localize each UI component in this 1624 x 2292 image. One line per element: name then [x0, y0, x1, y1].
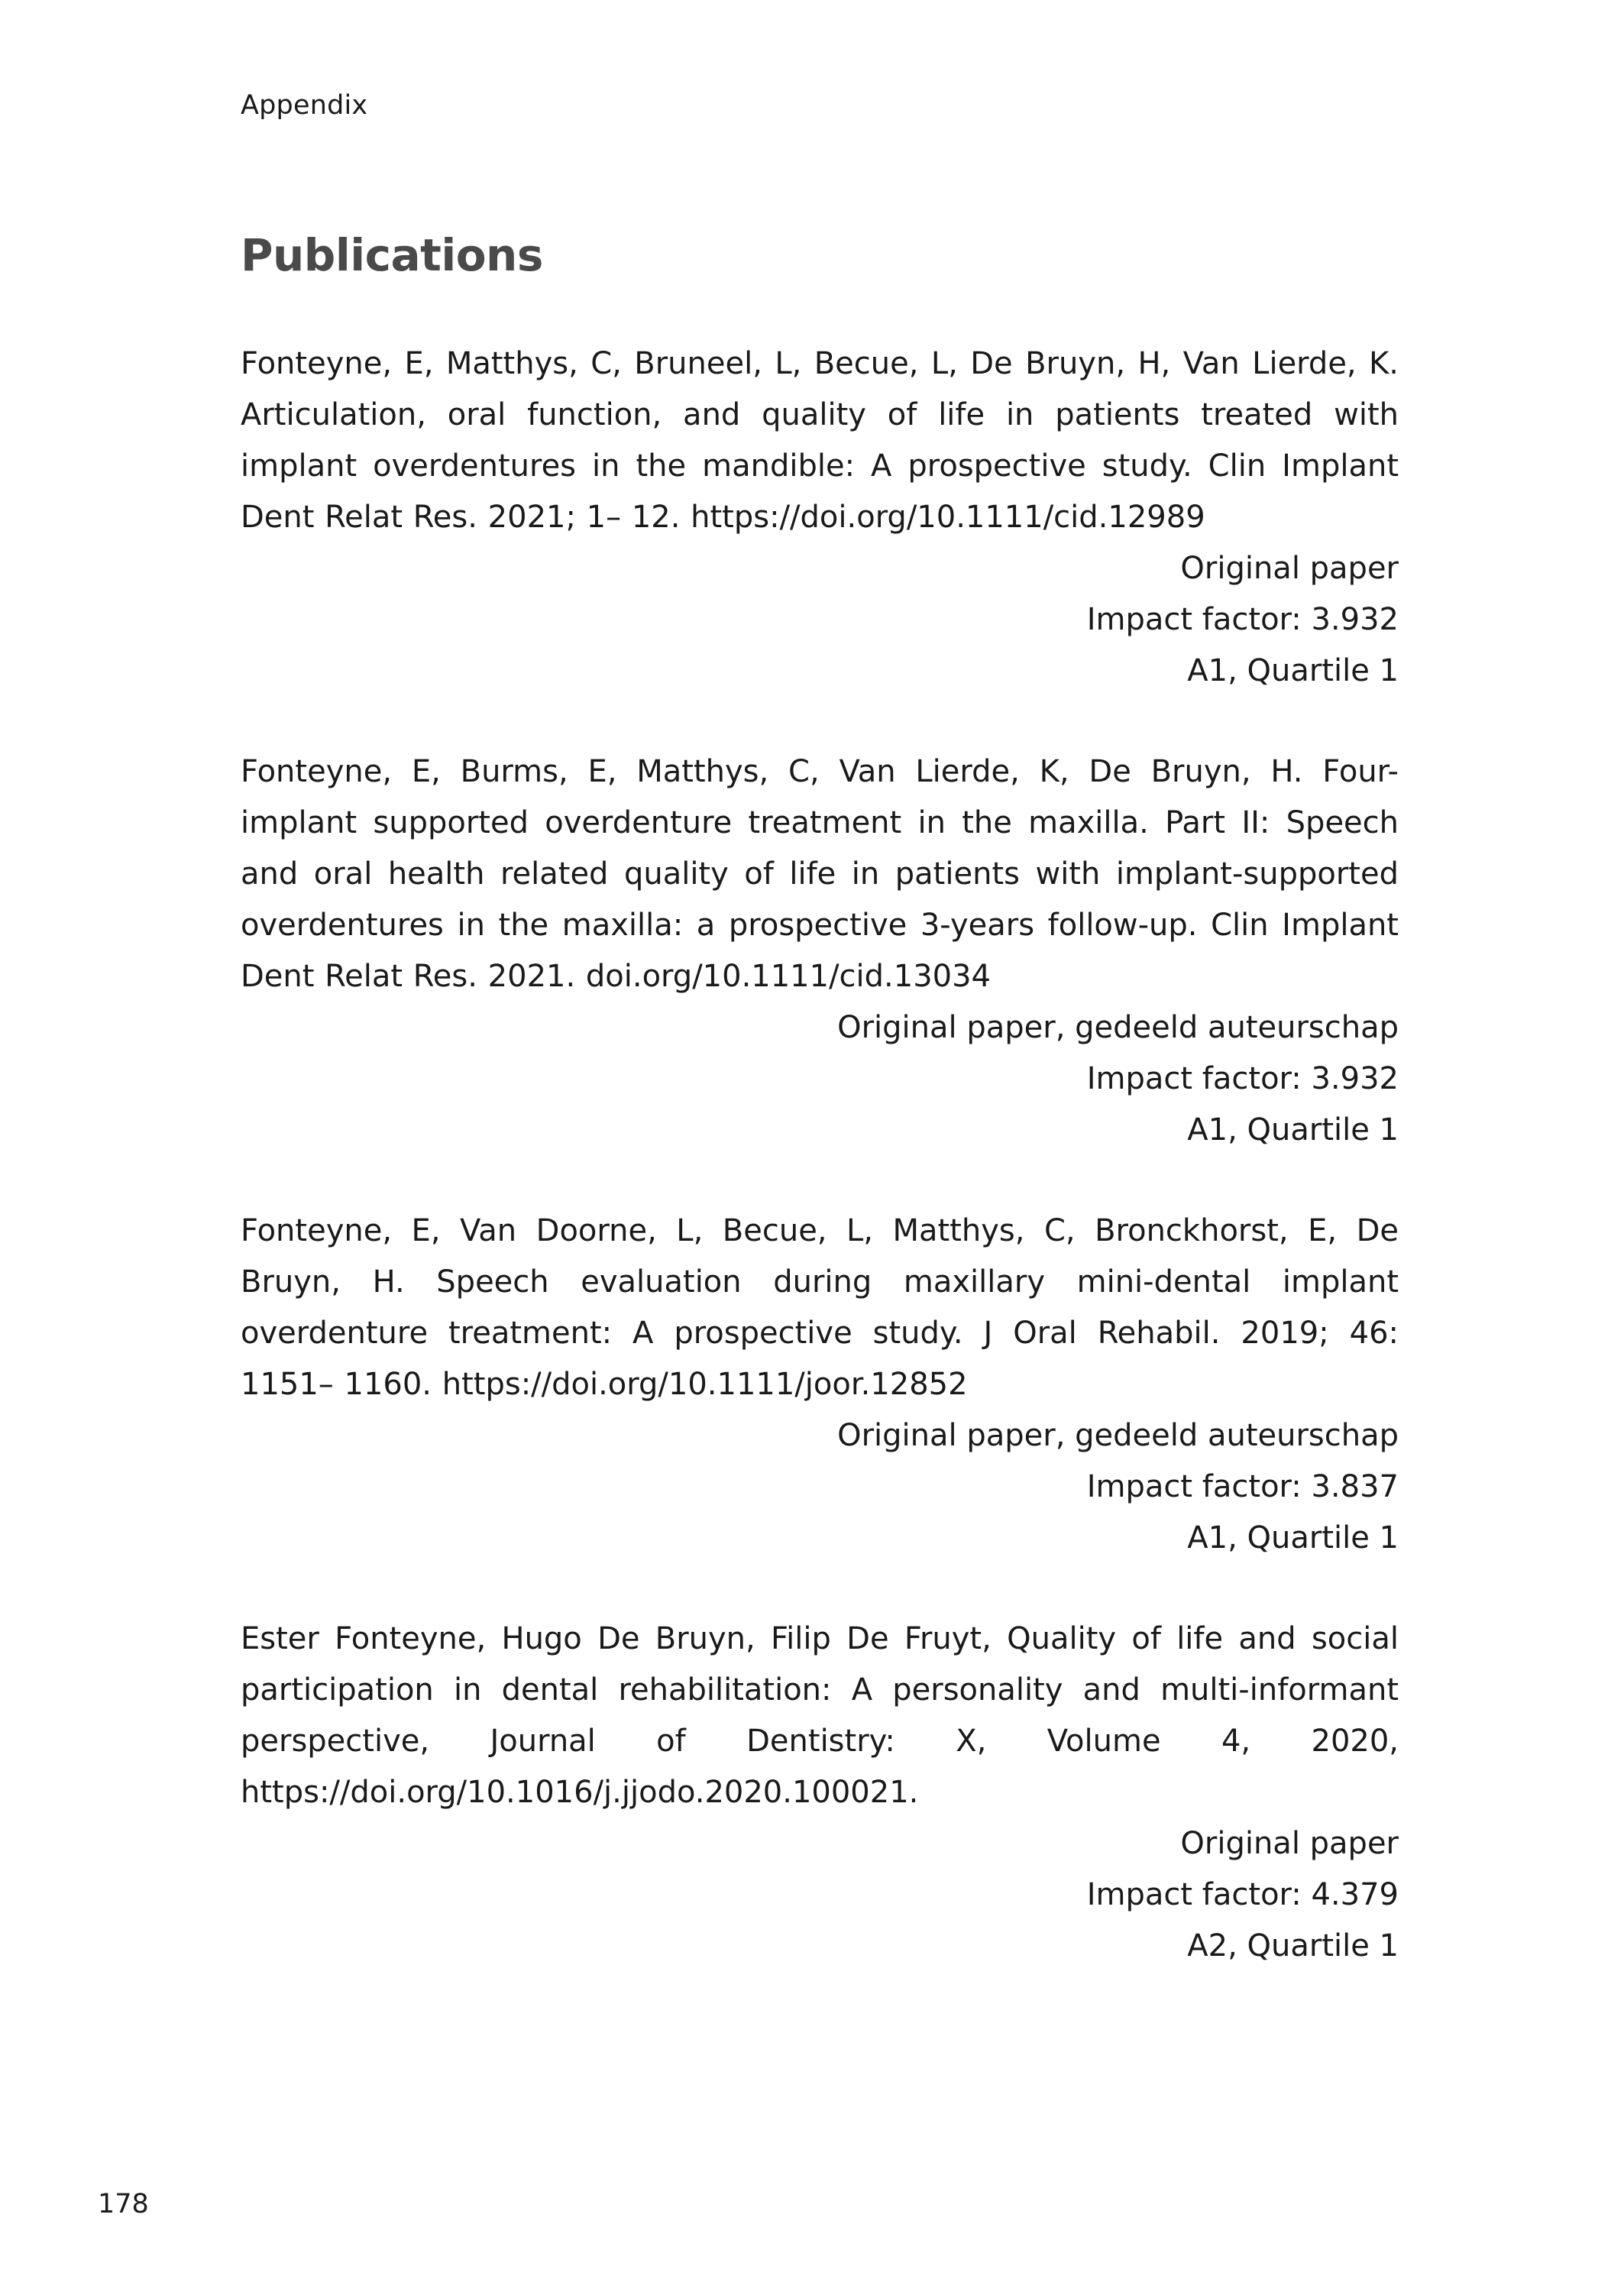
- publication-type: Original paper: [1180, 1826, 1399, 1861]
- publication-type: Original paper: [1180, 551, 1399, 586]
- publication-citation: Fonteyne, E, Burms, E, Matthys, C, Van Lierde, K, De Bruyn, H. Four-implant supported overdenture treatment in the maxilla. Part II: Speech and oral health related quality of life in patients with implant-supported overdentures in the maxilla: a prospective 3-years follow-up. Clin Implant Dent Relat Res. 2021. doi.org/10.1111/cid.13034: [241, 754, 1399, 994]
- publication-impact-factor: Impact factor: 3.837: [1086, 1469, 1399, 1504]
- publication-impact-factor: Impact factor: 3.932: [1086, 1061, 1399, 1096]
- publication-citation: Fonteyne, E, Van Doorne, L, Becue, L, Matthys, C, Bronckhorst, E, De Bruyn, H. Speech evaluation during maxillary mini-dental implant overdenture treatment: A prospective study. J Oral Rehabil. 2019; 46: 1151– 1160. https://doi.org/10.1111/joor.12852: [241, 1213, 1399, 1402]
- publication-ranking: A2, Quartile 1: [1187, 1928, 1399, 1963]
- publication-type: Original paper, gedeeld auteurschap: [837, 1010, 1399, 1045]
- publication-ranking: A1, Quartile 1: [1187, 653, 1399, 688]
- publication-ranking: A1, Quartile 1: [1187, 1520, 1399, 1556]
- publication-meta: [241, 1818, 1399, 1972]
- publication-meta: [241, 1410, 1399, 1564]
- publication-ranking: A1, Quartile 1: [1187, 1112, 1399, 1148]
- publication-impact-factor: Impact factor: 3.932: [1086, 602, 1399, 637]
- publication-meta: [241, 543, 1399, 697]
- publication-entry: [241, 338, 1399, 697]
- publication-impact-factor: Impact factor: 4.379: [1086, 1877, 1399, 1912]
- publication-list: [241, 338, 1399, 2022]
- publication-type: Original paper, gedeeld auteurschap: [837, 1418, 1399, 1453]
- page-title: Publications: [241, 229, 543, 281]
- publication-entry: [241, 746, 1399, 1156]
- publication-citation: Fonteyne, E, Matthys, C, Bruneel, L, Becue, L, De Bruyn, H, Van Lierde, K. Articulation, oral function, and quality of life in patients treated with implant overdentures in the mandible: A prospective study. Clin Implant Dent Relat Res. 2021; 1– 12. https://doi.org/10.1111/cid.12989: [241, 346, 1399, 535]
- publication-citation: Ester Fonteyne, Hugo De Bruyn, Filip De Fruyt, Quality of life and social participation in dental rehabilitation: A personality and multi-informant perspective, Journal of Dentistry: X, Volume 4, 2020, https://doi.org/10.1016/j.jjodo.2020.100021.: [241, 1621, 1399, 1810]
- page-number: 178: [98, 2189, 149, 2219]
- publication-meta: [241, 1002, 1399, 1156]
- running-header: Appendix: [241, 90, 368, 121]
- publication-entry: [241, 1206, 1399, 1564]
- publication-entry: [241, 1614, 1399, 1972]
